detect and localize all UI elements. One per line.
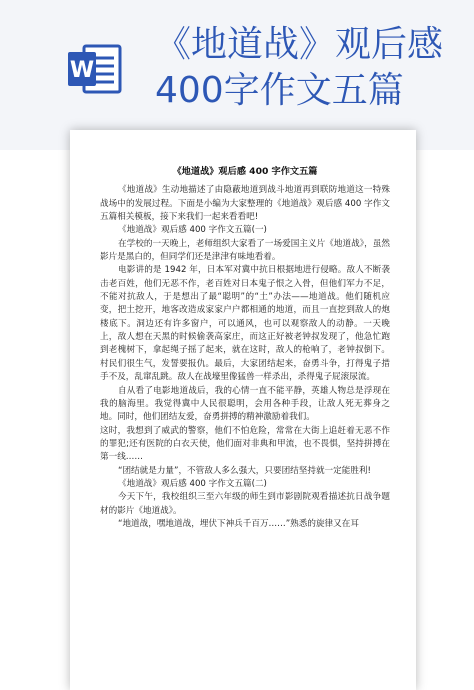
section-heading-2: 《地道战》观后感 400 字作文五篇(二) <box>118 478 267 489</box>
paragraph: “地道战，嘿地道战，埋伏下神兵千百万……”熟悉的旋律又在耳 <box>118 518 359 529</box>
word-document-icon <box>66 40 124 98</box>
paragraph: 今天下午，我校组织三至六年级的师生到市影剧院观看描述抗日战争题材的影片《地道战》。 <box>100 492 390 516</box>
paragraph: 在学校的一天晚上，老师组织大家看了一场爱国主义片《地道战》，虽然影片是黑白的，但同学们还是津津有味地看着。 <box>100 238 390 263</box>
header-banner <box>0 0 474 150</box>
section-heading-1: 《地道战》观后感 400 字作文五篇(一) <box>118 225 267 236</box>
document-body <box>100 165 390 531</box>
paragraph: 自从看了电影地道战后，我的心情一直不能平静，英雄人物总是浮现在我的脑海里。我觉得冀中人民很聪明，会用各种手段，让敌人死无葬身之地。同时，他们团结友爱，奋勇拼搏的精神激励着我们。 <box>100 385 390 423</box>
paragraph: 电影讲的是 1942 年，日本军对冀中抗日根据地进行侵略。敌人不断袭击老百姓，他们无恶不作，老百姓对日本鬼子恨之入骨，但他们军力不足，不能对抗敌人，于是想出了最“聪明”的“土”办法——地道战。他们随机应变，把土挖开，地客改造成家家户户都相通的地道，而且一直挖到敌人的炮楼底下。洞边还有许多窗户，可以通风，也可以观察敌人的动静。一天晚上，敌人想在天黑的时候偷袭高家庄，而这正好被老钟叔发现了，他急忙跑到老槐树下，拿起绳子摇了起来，就在这时，敌人的枪响了，老钟叔倒下。村民们很生气，发誓要报仇。最后，大家团结起来，奋勇斗争，打得鬼子措手不及，乱窜乱跳。敌人在战壕里像猛兽一样杀出，杀得鬼子屁滚尿流。 <box>100 265 390 383</box>
paragraph-intro: 《地道战》生动地描述了由隐蔽地道到战斗地道再到联防地道这一特殊战场中的发展过程。下面是小编为大家整理的《地道战》观后感 400 字作文五篇相关模板，接下来我们一起来看看吧! <box>100 185 390 223</box>
title-line-1: 《地道战》观后感 <box>155 24 444 65</box>
paragraph: “团结就是力量”，不管敌人多么强大，只要团结坚持就一定能胜利! <box>118 465 371 476</box>
word-icon-letter: W <box>69 58 95 83</box>
document-title: 《地道战》观后感 400 字作文五篇 <box>172 166 318 177</box>
page-title <box>155 22 443 114</box>
title-line-2: 400字作文五篇 <box>155 70 404 111</box>
paragraph: 这时，我想到了威武的警察，他们不怕危险，常常在大街上追赶着无恶不作的罪犯;还有医院的白衣天使，他们面对非典和甲流，也不畏惧，坚持拼搏在第一线…… <box>100 425 390 463</box>
